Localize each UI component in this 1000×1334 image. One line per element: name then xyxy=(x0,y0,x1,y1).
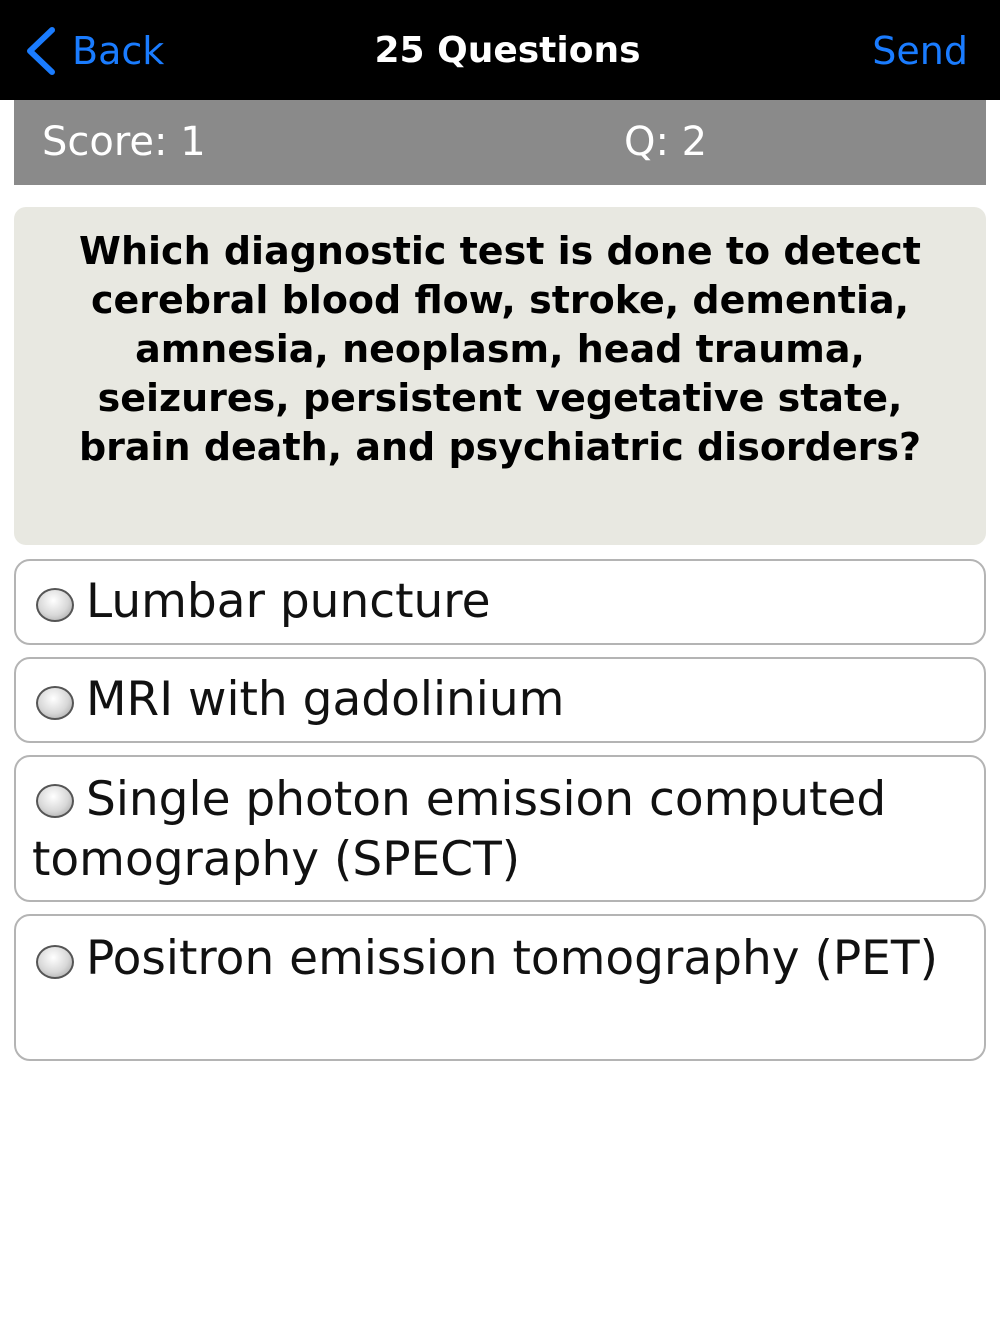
send-button[interactable]: Send xyxy=(872,29,968,73)
answer-option-label: MRI with gadolinium xyxy=(86,672,565,727)
navigation-bar xyxy=(0,0,1000,100)
back-label: Back xyxy=(72,29,165,73)
page-title: 25 Questions xyxy=(374,30,641,71)
answer-option-3[interactable] xyxy=(14,755,986,902)
question-number-label: Q: 2 xyxy=(624,119,708,165)
question-card xyxy=(14,207,986,545)
answer-option-label: Lumbar puncture xyxy=(86,574,491,629)
chevron-left-icon xyxy=(22,26,58,76)
answer-option-2[interactable] xyxy=(14,657,986,743)
score-status-bar xyxy=(14,100,986,185)
back-button[interactable] xyxy=(22,22,164,80)
question-text: Which diagnostic test is done to detect cerebral blood flow, stroke, dementia, amnesia, neoplasm, head trauma, seizures, persistent vegetative state, brain death, and psychiatric disorders? xyxy=(78,229,922,469)
score-label: Score: 1 xyxy=(42,119,206,165)
answer-option-1[interactable] xyxy=(14,559,986,645)
answer-option-label: Positron emission tomography (PET) xyxy=(86,931,938,986)
answer-option-label: Single photon emission computed tomography (SPECT) xyxy=(32,772,887,887)
answer-option-4[interactable] xyxy=(14,914,986,1061)
